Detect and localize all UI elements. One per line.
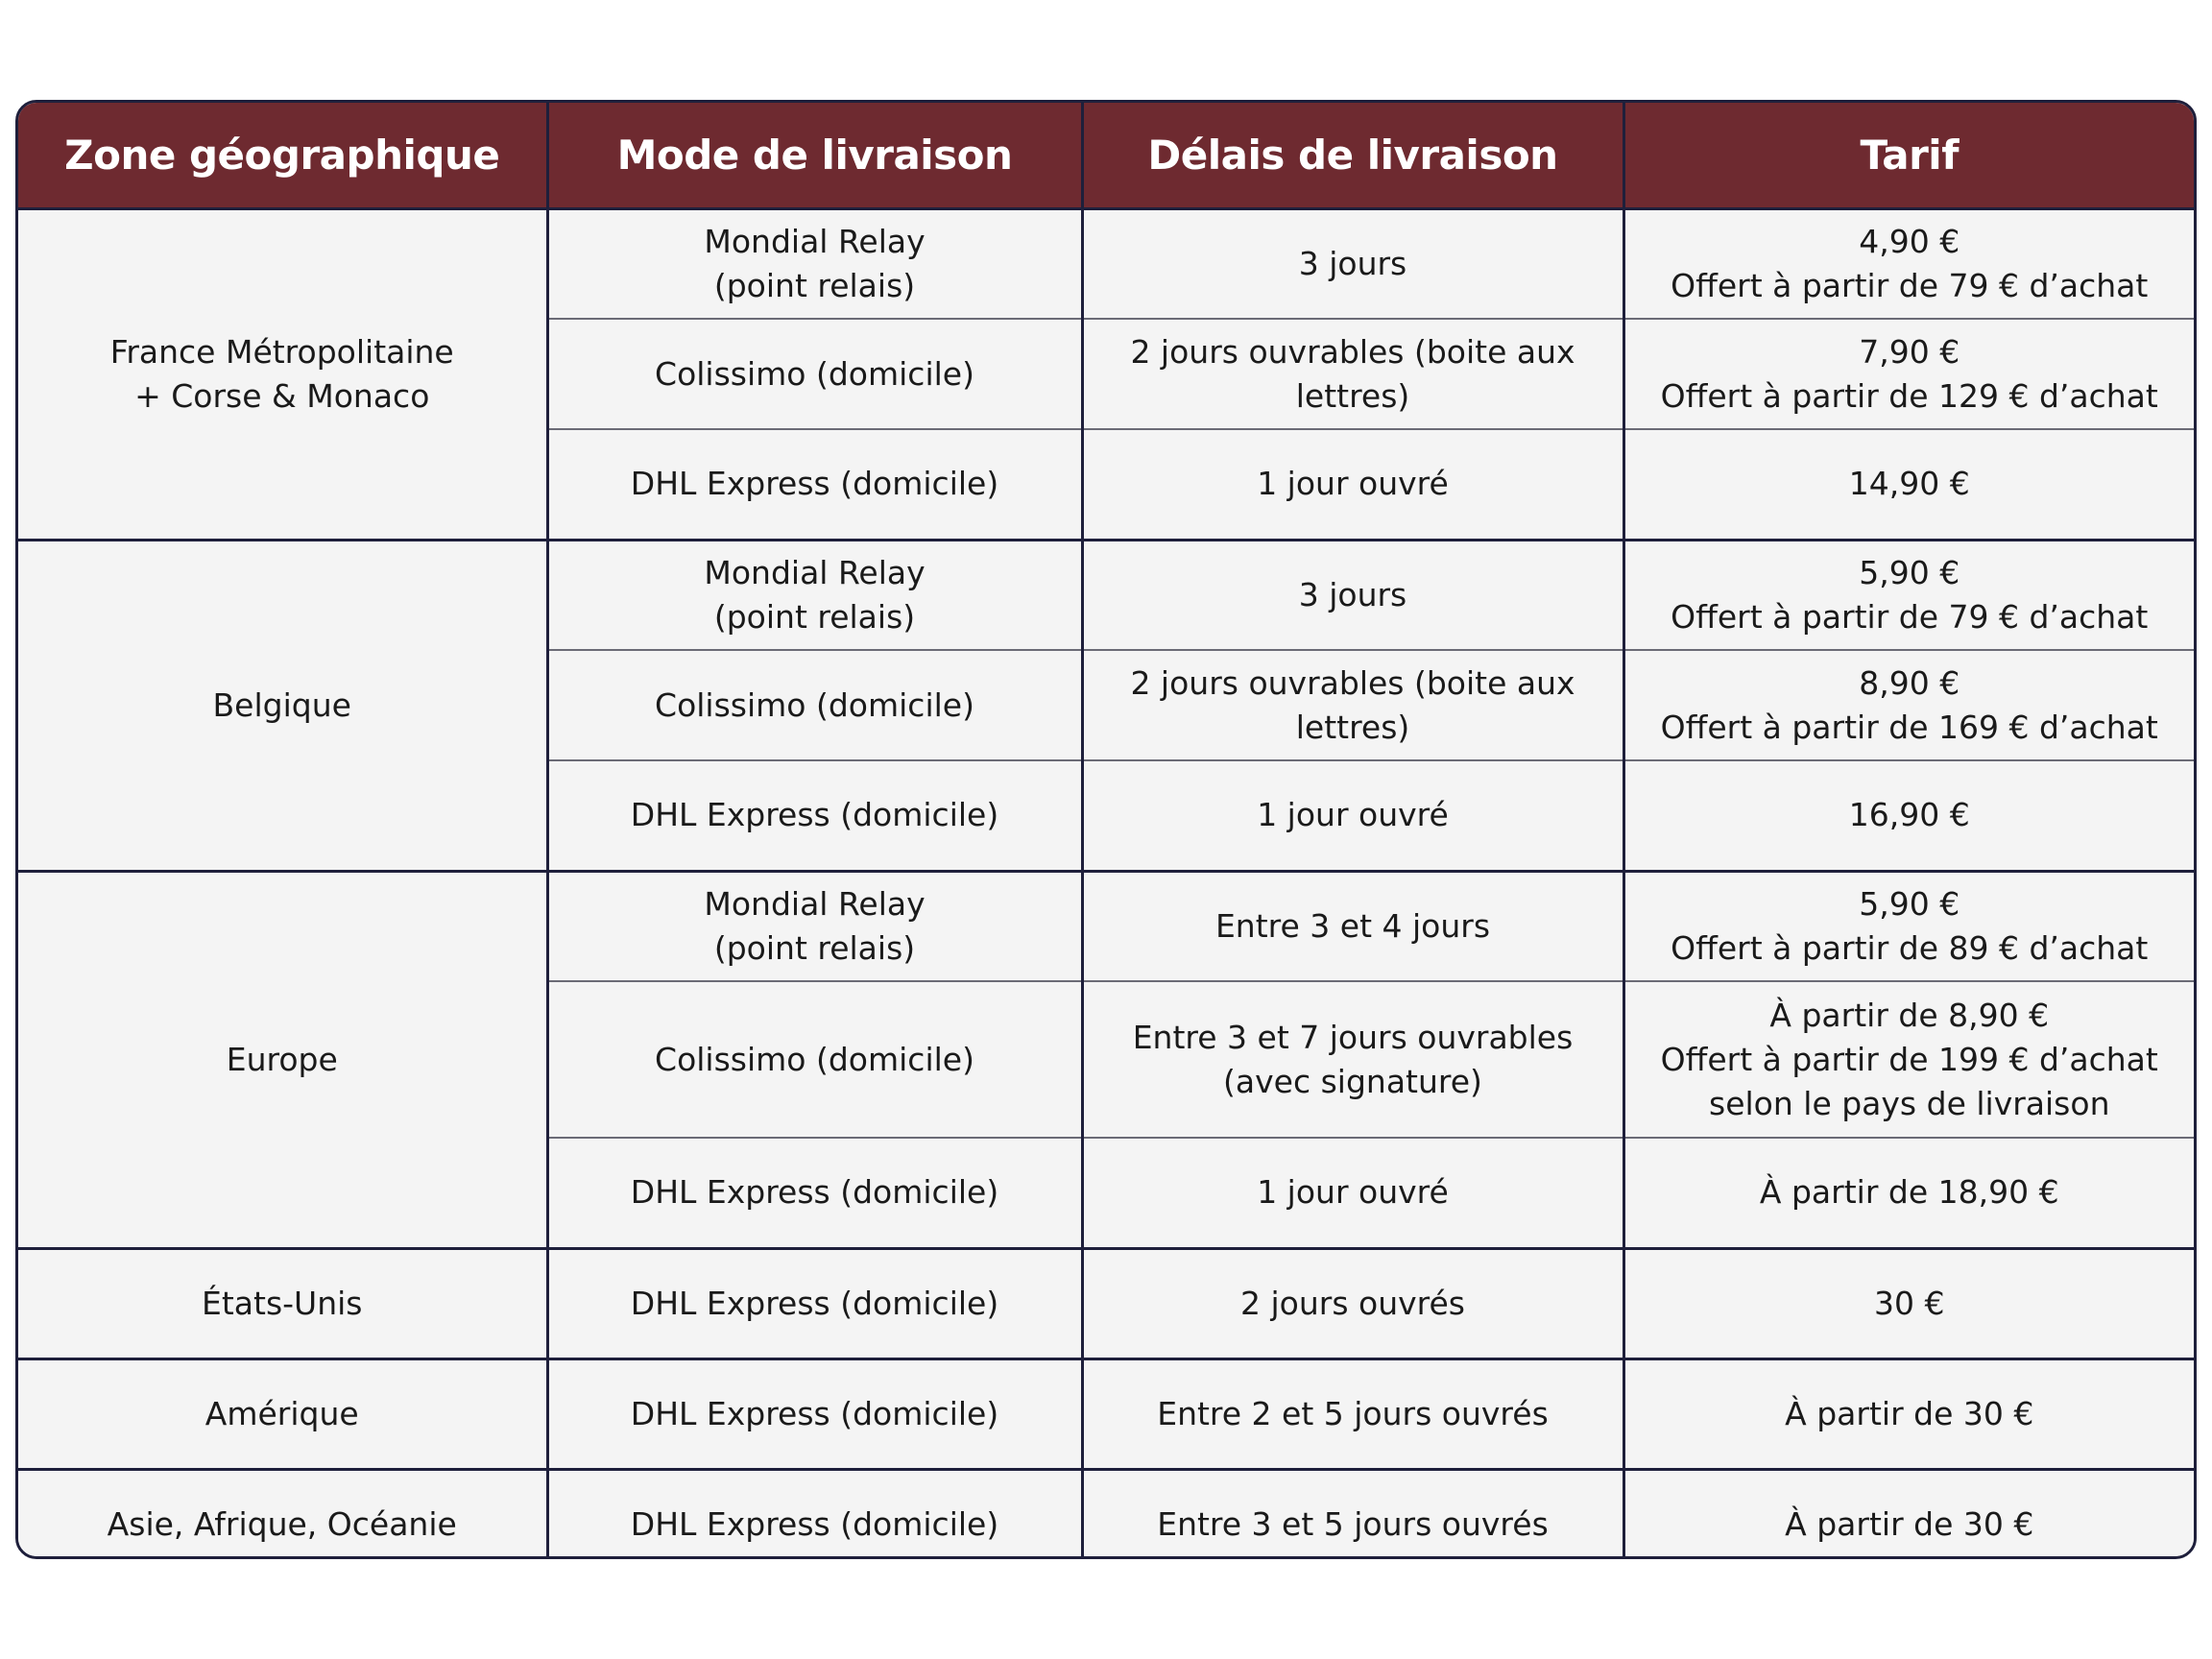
table-row — [18, 1358, 2194, 1469]
mode-cell: Colissimo (domicile) — [547, 650, 1082, 760]
tarif-cell: 8,90 € Offert à partir de 169 € d’achat — [1623, 650, 2194, 760]
zone-cell: France Métropolitaine + Corse & Monaco — [18, 208, 547, 540]
delai-cell: 2 jours ouvrables (boite aux lettres) — [1082, 650, 1623, 760]
zone-cell: États-Unis — [18, 1248, 547, 1358]
tarif-cell: À partir de 8,90 € Offert à partir de 199 € d’achat selon le pays de livraison — [1623, 981, 2194, 1138]
header-mode: Mode de livraison — [547, 103, 1082, 208]
shipping-rates-table — [18, 103, 2194, 1559]
header-delai: Délais de livraison — [1082, 103, 1623, 208]
header-zone: Zone géographique — [18, 103, 547, 208]
header-tarif: Tarif — [1623, 103, 2194, 208]
tarif-cell: 7,90 € Offert à partir de 129 € d’achat — [1623, 319, 2194, 429]
zone-cell: Asie, Afrique, Océanie — [18, 1469, 547, 1559]
table-row — [18, 208, 2194, 319]
tarif-cell: 5,90 € Offert à partir de 89 € d’achat — [1623, 871, 2194, 981]
shipping-rates-table-container — [15, 100, 2197, 1559]
tarif-cell: 30 € — [1623, 1248, 2194, 1358]
table-row — [18, 871, 2194, 981]
table-row — [18, 540, 2194, 650]
delai-cell: 1 jour ouvré — [1082, 760, 1623, 871]
tarif-cell: 14,90 € — [1623, 429, 2194, 540]
delai-cell: 3 jours — [1082, 540, 1623, 650]
delai-cell: 1 jour ouvré — [1082, 1138, 1623, 1248]
mode-cell: DHL Express (domicile) — [547, 1358, 1082, 1469]
table-row — [18, 1469, 2194, 1559]
tarif-cell: 4,90 € Offert à partir de 79 € d’achat — [1623, 208, 2194, 319]
mode-cell: Colissimo (domicile) — [547, 319, 1082, 429]
zone-cell: Amérique — [18, 1358, 547, 1469]
table-row — [18, 1248, 2194, 1358]
mode-cell: DHL Express (domicile) — [547, 760, 1082, 871]
mode-cell: Colissimo (domicile) — [547, 981, 1082, 1138]
delai-cell: 2 jours ouvrables (boite aux lettres) — [1082, 319, 1623, 429]
delai-cell: Entre 3 et 5 jours ouvrés — [1082, 1469, 1623, 1559]
delai-cell: 2 jours ouvrés — [1082, 1248, 1623, 1358]
delai-cell: Entre 2 et 5 jours ouvrés — [1082, 1358, 1623, 1469]
tarif-cell: À partir de 30 € — [1623, 1358, 2194, 1469]
zone-cell: Europe — [18, 871, 547, 1248]
zone-cell: Belgique — [18, 540, 547, 871]
tarif-cell: À partir de 18,90 € — [1623, 1138, 2194, 1248]
mode-cell: DHL Express (domicile) — [547, 1469, 1082, 1559]
tarif-cell: 5,90 € Offert à partir de 79 € d’achat — [1623, 540, 2194, 650]
delai-cell: Entre 3 et 7 jours ouvrables (avec signature) — [1082, 981, 1623, 1138]
mode-cell: DHL Express (domicile) — [547, 429, 1082, 540]
mode-cell: Mondial Relay (point relais) — [547, 540, 1082, 650]
delai-cell: 1 jour ouvré — [1082, 429, 1623, 540]
table-body — [18, 208, 2194, 1559]
tarif-cell: 16,90 € — [1623, 760, 2194, 871]
mode-cell: DHL Express (domicile) — [547, 1248, 1082, 1358]
header-row — [18, 103, 2194, 208]
table-header — [18, 103, 2194, 208]
tarif-cell: À partir de 30 € — [1623, 1469, 2194, 1559]
mode-cell: Mondial Relay (point relais) — [547, 871, 1082, 981]
mode-cell: Mondial Relay (point relais) — [547, 208, 1082, 319]
mode-cell: DHL Express (domicile) — [547, 1138, 1082, 1248]
delai-cell: 3 jours — [1082, 208, 1623, 319]
delai-cell: Entre 3 et 4 jours — [1082, 871, 1623, 981]
